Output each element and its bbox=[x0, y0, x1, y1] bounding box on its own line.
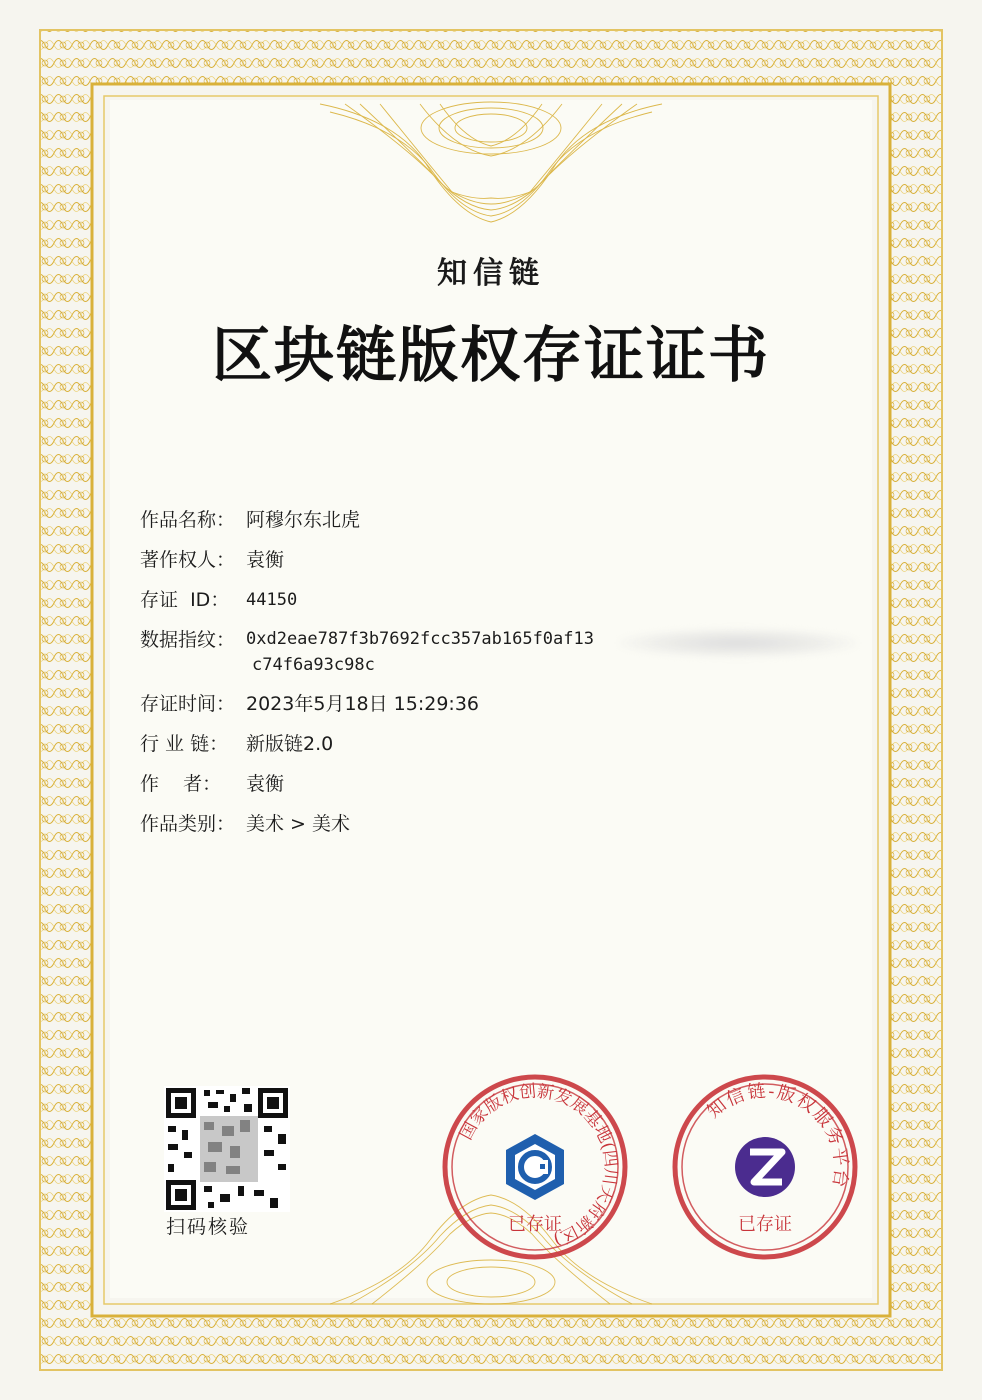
cube-logo-icon bbox=[506, 1134, 564, 1200]
field-value: 2023年5月18日 15:29:36 bbox=[246, 693, 479, 715]
field-value: 新版链2.0 bbox=[246, 733, 334, 755]
field-value: 44150 bbox=[246, 590, 298, 610]
certificate-title: 区块链版权存证证书 bbox=[212, 321, 770, 391]
field-label: 作品名称： bbox=[140, 509, 236, 531]
field-author bbox=[140, 770, 860, 798]
field-value: 袁衡 bbox=[246, 773, 285, 795]
seal-ring-text: 国家版权创新发展基地(四川天府新区) bbox=[456, 1081, 621, 1250]
qr-code[interactable] bbox=[164, 1086, 290, 1212]
field-value: 袁衡 bbox=[246, 549, 285, 571]
seal-copyright-base bbox=[440, 1072, 630, 1262]
brand-name: 知信链 bbox=[437, 256, 545, 291]
seal-ring-text: 知信链-版权服务平台 bbox=[703, 1080, 852, 1191]
field-work-name bbox=[140, 506, 860, 534]
field-label: 存证时间： bbox=[140, 693, 236, 715]
redaction-blur bbox=[618, 628, 858, 658]
field-deposit-id bbox=[140, 586, 860, 614]
field-label: 行 业 链： bbox=[140, 733, 229, 755]
fingerprint-line-1: 0xd2eae787f3b7692fcc357ab165f0af13 bbox=[246, 629, 594, 649]
field-copyright-owner bbox=[140, 546, 860, 574]
field-value: 阿穆尔东北虎 bbox=[246, 509, 361, 531]
field-work-category bbox=[140, 810, 860, 838]
field-label: 著作权人： bbox=[140, 549, 236, 571]
field-value: 美术 > 美术 bbox=[246, 813, 350, 835]
field-label: 数据指纹： bbox=[140, 629, 236, 651]
field-list bbox=[140, 506, 860, 850]
seal-status-text: 已存证 bbox=[738, 1214, 792, 1235]
fingerprint-value bbox=[246, 626, 594, 678]
field-label: 作品类别： bbox=[140, 813, 236, 835]
field-industry-chain bbox=[140, 730, 860, 758]
qr-caption: 扫码核验 bbox=[166, 1216, 251, 1238]
seal-zhixin-platform bbox=[670, 1072, 860, 1262]
field-label: 作 者： bbox=[140, 773, 222, 795]
z-logo-icon bbox=[735, 1137, 795, 1197]
seal-status-text: 已存证 bbox=[508, 1214, 562, 1235]
fingerprint-line-2: c74f6a93c98c bbox=[252, 655, 375, 675]
field-data-fingerprint bbox=[140, 626, 860, 678]
field-deposit-time bbox=[140, 690, 860, 718]
field-label: 存证 ID： bbox=[140, 589, 230, 611]
